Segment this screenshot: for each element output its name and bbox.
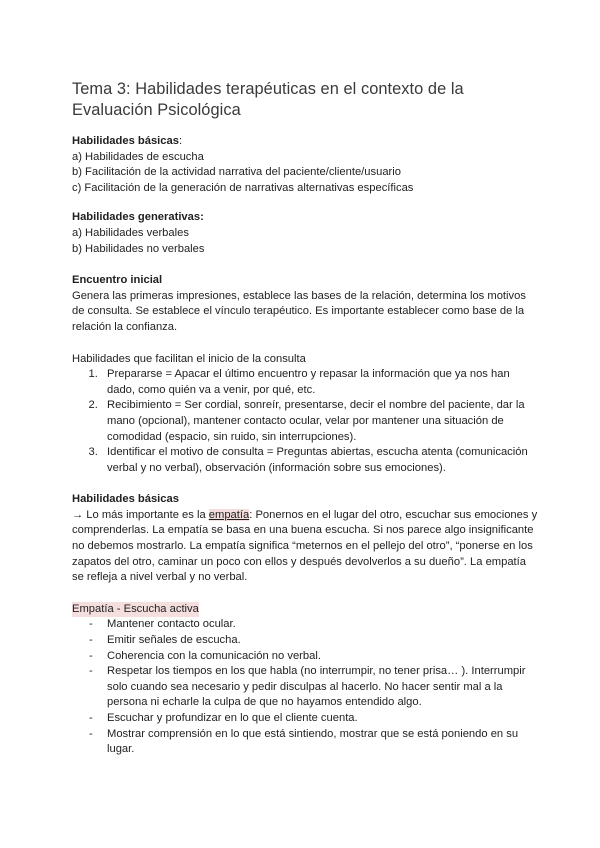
generative-skill-item: b) Habilidades no verbales (72, 242, 205, 255)
generative-skills-heading-line (72, 210, 540, 226)
active-listening-list (72, 617, 540, 757)
dash-bullet: - (89, 727, 93, 740)
basic-skill-item: c) Facilitación de la generación de narrativas alternativas específicas (72, 181, 414, 194)
page-title: Tema 3: Habilidades terapéuticas en el contexto de la Evaluación Psicológica (72, 80, 464, 119)
basic-skills-heading-line (72, 134, 540, 150)
list-item-text: Mantener contacto ocular. (107, 618, 236, 631)
basic-skill-item: b) Facilitación de la actividad narrativa del paciente/cliente/usuario (72, 166, 401, 179)
basic-skills-heading: Habilidades básicas (72, 135, 179, 147)
list-item (72, 711, 540, 727)
initial-meeting-section (72, 273, 540, 335)
facilitating-section (72, 352, 540, 477)
dash-bullet: - (89, 618, 93, 631)
initial-meeting-text: Genera las primeras impresiones, establece las bases de la relación, determina los motivos de consulta. Se establece el vínculo terapéutico. Es importante establecer como base de la relación la confianza. (72, 289, 526, 333)
list-item-text: Respetar los tiempos en los que habla (no interrumpir, no tener prisa… ). Interrumpir solo cuando sea necesario y pedir disculpas al hacerlo. No hacer sentir mal a la persona ni echarle la culpa de que no hayamos entendido algo. (107, 665, 526, 709)
list-item-text: Mostrar comprensión en lo que está sintiendo, mostrar que se está poniendo en su lugar. (107, 727, 519, 756)
basic-skills-colon: : (178, 135, 183, 147)
dash-bullet: - (89, 712, 93, 724)
generative-skills-heading: Habilidades generativas (72, 211, 201, 224)
basic-skills-2-heading: Habilidades básicas (72, 493, 179, 506)
list-item (72, 617, 540, 633)
generative-skills-colon: : (200, 211, 204, 224)
list-item (72, 649, 540, 665)
basic-skill-item: a) Habilidades de escucha (72, 150, 204, 163)
generative-skill-item: a) Habilidades verbales (72, 226, 189, 239)
basic-skills-section (72, 134, 540, 196)
list-item-text: Recibimiento = Ser cordial, sonreír, presentarse, decir el nombre del paciente, dar la mano (opcional), mantener contacto ocular, velar por mantener una situación de comodidad (espacio, sin ruido, sin interrupciones). (107, 399, 525, 443)
list-item-text: Coherencia con la comunicación no verbal. (107, 649, 321, 662)
facilitating-list (72, 367, 540, 476)
initial-meeting-heading: Encuentro inicial (72, 274, 163, 287)
list-item-text: Identificar el motivo de consulta = Preguntas abiertas, escucha atenta (comunicación verbal y no verbal), observación (información sobre sus emociones). (107, 446, 528, 474)
dash-bullet: - (89, 634, 93, 647)
list-item (72, 664, 540, 711)
dash-bullet: - (89, 665, 93, 678)
list-item-text: Emitir señales de escucha. (107, 634, 241, 647)
facilitating-intro: Habilidades que facilitan el inicio de la consulta (72, 352, 306, 365)
empathy-paragraph (72, 508, 540, 586)
empathy-text-before: Lo más importante es la (83, 508, 209, 521)
generative-skills-section (72, 210, 540, 257)
list-item (101, 367, 540, 398)
list-item (72, 727, 540, 758)
empathy-text-after: : Ponernos en el lugar del otro, escuchar sus emociones y comprenderlas. La empatía se basa en una buena escucha. Si nos parece algo insignificante no debemos mostrarlo. La empatía significa “meternos en el pellejo del otro”, “ponerse en los zapatos del otro, caminar un poco con ellos y después devolverlos a su dueño”. La empatía se refleja a nivel verbal y no verbal. (72, 508, 538, 584)
active-listening-section (72, 602, 540, 758)
list-item-text: Prepararse = Apacar el último encuentro y repasar la información que ya nos han dado, como quién va a venir, por qué, etc. (107, 368, 510, 396)
list-item (101, 445, 540, 476)
list-item (101, 398, 540, 445)
empathy-highlight: empatía (208, 508, 250, 521)
dash-bullet: - (89, 649, 93, 662)
basic-skills-empathy-section (72, 492, 540, 586)
active-listening-heading: Empatía - Escucha activa (72, 602, 199, 618)
list-item (72, 633, 540, 649)
list-item-text: Escuchar y profundizar en lo que el cliente cuenta. (107, 712, 358, 724)
arrow-glyph: → (72, 508, 84, 521)
